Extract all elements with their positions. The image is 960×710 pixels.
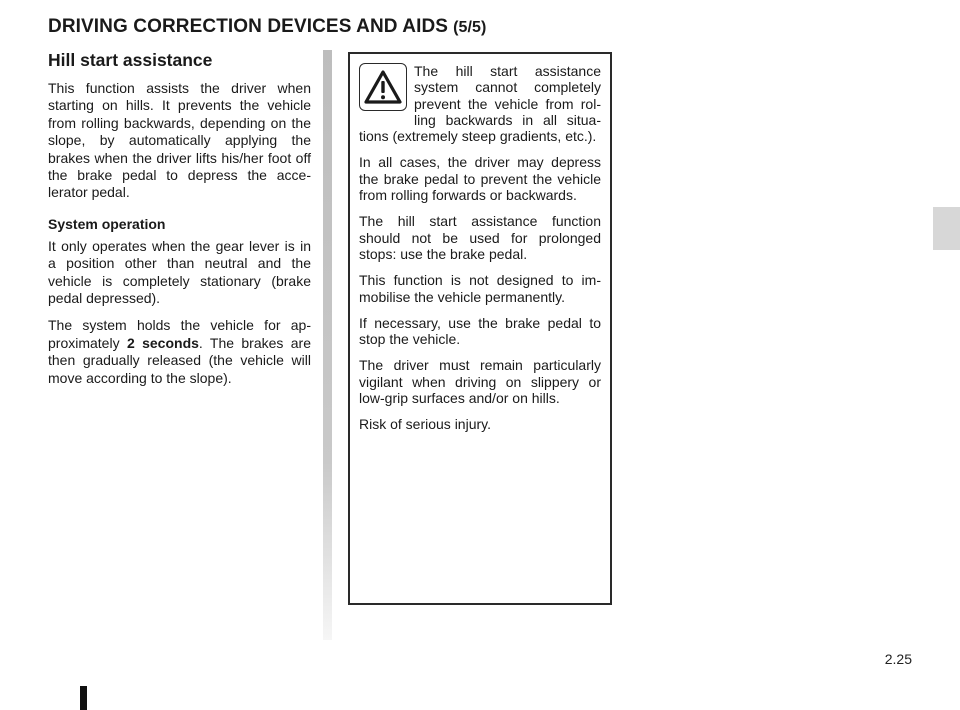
- system-operation-heading: System operation: [48, 215, 166, 232]
- hold-paragraph: [48, 317, 311, 387]
- chapter-tab: [933, 207, 960, 250]
- warning-paragraph: The hill start assistance system cannot completely prevent the vehicle from rol-ling backwards in all situa-tions (extremely steep gradients, etc.).: [359, 63, 601, 145]
- page-number: 2.25: [884, 651, 912, 667]
- page-part-indicator: (5/5): [453, 19, 487, 36]
- page-title: [48, 16, 486, 38]
- operation-paragraph: It only operates when the gear lever is in a position other than neutral and the vehicle is completely stationary (brake pedal depressed).: [48, 237, 311, 307]
- page-title-text: DRIVING CORRECTION DEVICES AND AIDS: [48, 16, 449, 37]
- warning-paragraph: In all cases, the driver may depress the brake pedal to prevent the vehicle from rolling forwards or backwards.: [359, 154, 601, 204]
- corner-mark: [80, 686, 87, 710]
- warning-paragraph: Risk of serious injury.: [359, 416, 492, 433]
- left-column: [48, 50, 311, 397]
- section-heading: Hill start assistance: [48, 50, 213, 70]
- warning-paragraph: If necessary, use the brake pedal to stop the vehicle.: [359, 314, 601, 348]
- intro-paragraph: This function assists the driver when starting on hills. It prevents the vehicle from rolling backwards, depending on the slope, by automatically applying the brakes when the driver lifts his/her foot off the brake pedal to depress the acce-lerator pedal.: [48, 80, 311, 201]
- hold-text-start: The system holds the vehicle for ap-proximately: [48, 317, 311, 351]
- warning-triangle-icon: [359, 63, 407, 111]
- warning-box: [348, 52, 612, 605]
- hold-text-end: . The brakes are then gradually released (the vehicle will move according to the slope).: [48, 334, 312, 386]
- warning-paragraph: This function is not designed to im-mobilise the vehicle permanently.: [359, 272, 601, 305]
- hold-duration: 2 seconds: [126, 334, 199, 351]
- column-divider: [323, 50, 332, 640]
- warning-paragraph: The driver must remain particularly vigilant when driving on slippery or low-grip surfaces and/or on hills.: [359, 357, 601, 407]
- warning-paragraph: The hill start assistance function should not be used for prolonged stops: use the brake pedal.: [359, 213, 601, 262]
